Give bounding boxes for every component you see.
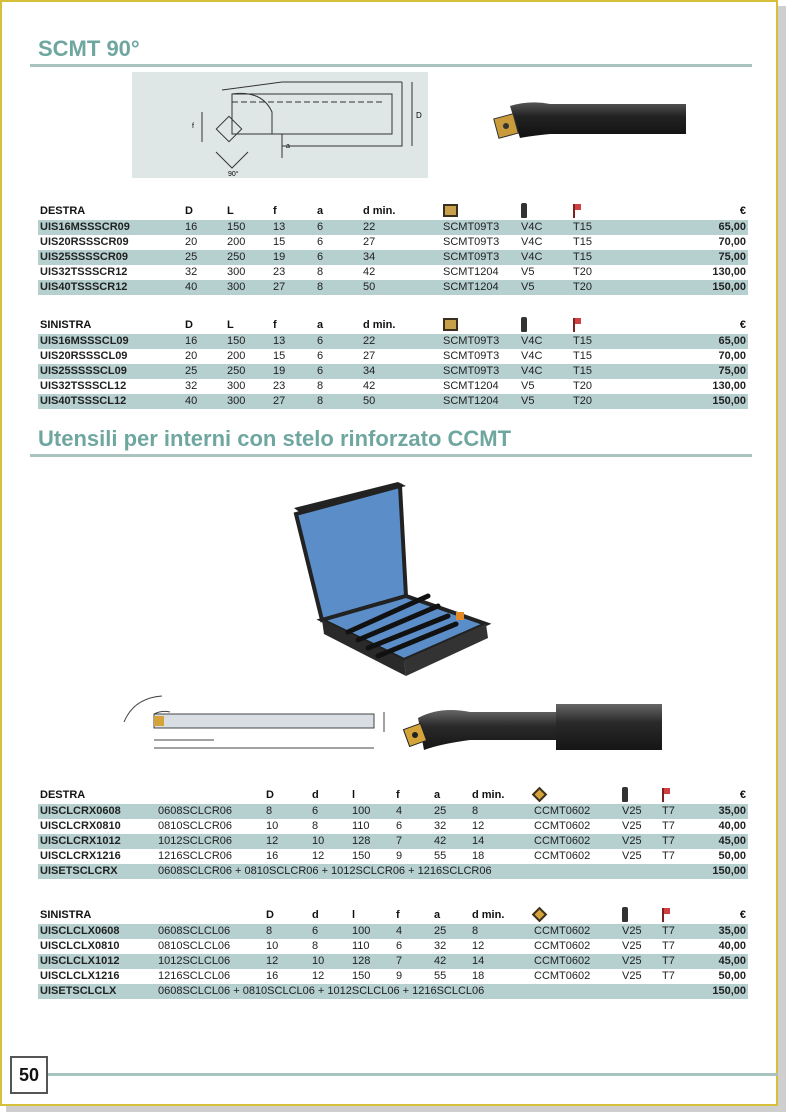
cell: 23 <box>273 380 286 392</box>
cell: 1216SCLCR06 <box>158 850 232 862</box>
cell: 12 <box>472 820 485 832</box>
header-D: D <box>266 788 274 801</box>
table-row <box>38 834 748 849</box>
price-cell: 50,00 <box>718 850 746 862</box>
diagram-angle-label: 90° <box>228 171 239 178</box>
cell: 13 <box>271 334 315 349</box>
header-L: L <box>227 318 234 331</box>
price-cell: 150,00 <box>700 864 748 879</box>
header-a: a <box>434 788 441 801</box>
cell: 6 <box>315 364 361 379</box>
table-header <box>38 316 748 334</box>
header-L: L <box>227 204 234 217</box>
cell: 19 <box>271 364 315 379</box>
cell: 25 <box>432 924 470 939</box>
header-dmin: d min. <box>363 204 396 217</box>
table-row <box>38 969 748 984</box>
price-cell: 70,00 <box>718 236 746 248</box>
cell: T15 <box>571 220 631 235</box>
set-code-cell: UISETSCLCLX <box>38 984 156 999</box>
header-d: d <box>312 788 319 801</box>
cell: T15 <box>571 250 631 265</box>
cell: V25 <box>622 970 642 982</box>
cell: 16 <box>266 970 279 982</box>
screw-icon <box>622 907 628 922</box>
cell: T15 <box>573 350 592 362</box>
price-cell: 75,00 <box>631 364 748 379</box>
code-cell: UISCLCRX1012 <box>38 834 156 849</box>
cell: 12 <box>264 954 310 969</box>
header-sinistra: SINISTRA <box>40 318 92 331</box>
cell: 8 <box>264 804 310 819</box>
cell: 100 <box>350 804 394 819</box>
price-cell: 65,00 <box>631 220 748 235</box>
table-header <box>38 202 748 220</box>
cell: T15 <box>571 364 631 379</box>
cell: 8 <box>315 394 361 409</box>
cell: T7 <box>660 834 700 849</box>
cell: 8 <box>312 940 319 952</box>
cell: SCMT09T3 <box>443 350 500 362</box>
scmt-destra-table <box>38 202 748 295</box>
cell: 12 <box>264 834 310 849</box>
scmt-sinistra-table <box>38 316 748 409</box>
cell: 0810SCLCL06 <box>158 940 231 952</box>
cell: CCMT0602 <box>534 820 591 832</box>
cell: 300 <box>225 280 271 295</box>
table-row <box>38 849 748 864</box>
cell: 22 <box>361 334 441 349</box>
key-icon <box>573 318 582 332</box>
cell: T7 <box>662 820 675 832</box>
price-cell: 150,00 <box>700 984 748 999</box>
cell: 8 <box>317 266 324 278</box>
page-number: 50 <box>10 1056 48 1094</box>
cell: 40 <box>183 280 225 295</box>
cell: 110 <box>352 940 370 952</box>
set-desc-cell: 0608SCLCR06 + 0810SCLCR06 + 1012SCLCR06 + 1216SCLCR06 <box>156 864 700 879</box>
code-cell: UISCLCRX0810 <box>40 820 121 832</box>
cell: 27 <box>363 350 376 362</box>
code-cell: UIS40TSSSCR12 <box>38 280 183 295</box>
cell: 6 <box>317 350 324 362</box>
cell: 8 <box>470 804 532 819</box>
cell: 200 <box>227 350 246 362</box>
table-row <box>38 220 748 235</box>
table-row <box>38 379 748 394</box>
cell: 32 <box>434 940 447 952</box>
insert-square-icon <box>443 204 458 217</box>
header-f: f <box>396 788 400 801</box>
header-destra: DESTRA <box>40 204 86 217</box>
cell: 40 <box>183 394 225 409</box>
diagram-f-label: f <box>192 123 194 130</box>
cell: 12 <box>472 940 485 952</box>
header-f: f <box>273 318 277 331</box>
price-cell: 70,00 <box>718 350 746 362</box>
cell: 25 <box>432 804 470 819</box>
code-cell: UISCLCLX0810 <box>40 940 120 952</box>
table-row <box>38 394 748 409</box>
cell: 7 <box>394 954 432 969</box>
table-row <box>38 235 748 250</box>
cell: SCMT09T3 <box>443 236 500 248</box>
code-cell: UIS16MSSSCR09 <box>38 220 183 235</box>
cell: V4C <box>519 250 571 265</box>
tool-case-photo <box>288 478 492 696</box>
cell: 25 <box>183 250 225 265</box>
cell: T20 <box>573 380 592 392</box>
cell: V4C <box>519 220 571 235</box>
cell: 13 <box>271 220 315 235</box>
header-f: f <box>273 204 277 217</box>
cell: 10 <box>266 820 279 832</box>
cell: SCMT1204 <box>441 280 519 295</box>
cell: 6 <box>317 236 324 248</box>
header-dmin: d min. <box>363 318 396 331</box>
code-cell: UIS20RSSSCL09 <box>40 350 128 362</box>
cell: CCMT0602 <box>534 940 591 952</box>
price-cell: 75,00 <box>631 250 748 265</box>
price-cell: 35,00 <box>700 924 748 939</box>
cell: V5 <box>521 266 535 278</box>
section1-title: SCMT 90° <box>38 36 140 61</box>
insert-diamond-icon <box>532 787 548 803</box>
section2-rule <box>30 454 752 457</box>
cell: 0608SCLCL06 <box>156 924 264 939</box>
cell: 150 <box>352 970 371 982</box>
cell: 8 <box>470 924 532 939</box>
code-cell: UISCLCLX1216 <box>40 970 120 982</box>
cell: T7 <box>662 850 675 862</box>
cell: 200 <box>227 236 246 248</box>
cell: V25 <box>622 850 642 862</box>
cell: 250 <box>225 364 271 379</box>
diagram-d-label: D <box>416 111 422 120</box>
cell: 23 <box>273 266 286 278</box>
cell: 6 <box>315 250 361 265</box>
cell: SCMT1204 <box>441 394 519 409</box>
cell: 32 <box>434 820 447 832</box>
cell: V25 <box>620 954 660 969</box>
price-cell: 45,00 <box>700 834 748 849</box>
cell: 128 <box>350 954 394 969</box>
cell: SCMT09T3 <box>441 250 519 265</box>
cell: V25 <box>620 834 660 849</box>
code-cell: UISCLCLX1012 <box>38 954 156 969</box>
cell: SCMT09T3 <box>441 364 519 379</box>
price-cell: 150,00 <box>631 280 748 295</box>
cell: 55 <box>434 970 447 982</box>
cell: 18 <box>472 850 485 862</box>
diagram-a-label: a <box>286 143 290 150</box>
cell: V5 <box>519 280 571 295</box>
ccmt-destra-table <box>38 786 748 879</box>
cell: 19 <box>271 250 315 265</box>
cell: 25 <box>183 364 225 379</box>
cell: 6 <box>310 804 350 819</box>
header-l: l <box>352 908 356 921</box>
cell: 42 <box>363 380 376 392</box>
cell: 16 <box>183 334 225 349</box>
cell: 14 <box>470 834 532 849</box>
cell: V5 <box>521 380 535 392</box>
set-code-cell: UISETSCLCRX <box>38 864 156 879</box>
cell: SCMT09T3 <box>441 334 519 349</box>
cell: 9 <box>396 970 403 982</box>
cell: 27 <box>271 280 315 295</box>
screw-icon <box>521 317 527 332</box>
cell: 10 <box>310 834 350 849</box>
cell: V25 <box>620 804 660 819</box>
cell: T15 <box>573 236 592 248</box>
cell: 12 <box>312 970 325 982</box>
header-d: d <box>312 908 319 921</box>
cell: T15 <box>571 334 631 349</box>
table-header <box>38 786 748 804</box>
code-cell: UIS32TSSSCL12 <box>40 380 127 392</box>
cell: 6 <box>396 820 403 832</box>
price-cell: 50,00 <box>718 970 746 982</box>
cell: 110 <box>352 820 370 832</box>
cell: 150 <box>352 850 371 862</box>
cell: 10 <box>266 940 279 952</box>
cell: V25 <box>622 820 642 832</box>
price-cell: 150,00 <box>631 394 748 409</box>
cell: 16 <box>266 850 279 862</box>
cell: 8 <box>312 820 319 832</box>
section1-rule <box>30 64 752 67</box>
cell: V25 <box>620 924 660 939</box>
code-cell: UISCLCRX0608 <box>38 804 156 819</box>
cell: 7 <box>394 834 432 849</box>
table-row <box>38 819 748 834</box>
table-row <box>38 954 748 969</box>
cell: T20 <box>571 394 631 409</box>
code-cell: UIS20RSSSCR09 <box>40 236 129 248</box>
header-D: D <box>185 204 193 217</box>
cell: 27 <box>363 236 376 248</box>
insert-square-icon <box>443 318 458 331</box>
cell: T20 <box>571 280 631 295</box>
code-cell: UIS32TSSSCR12 <box>40 266 128 278</box>
table-row <box>38 924 748 939</box>
set-desc-cell: 0608SCLCL06 + 0810SCLCL06 + 1012SCLCL06 + 1216SCLCL06 <box>156 984 700 999</box>
cell: SCMT1204 <box>443 266 499 278</box>
header-f: f <box>396 908 400 921</box>
cell: 18 <box>472 970 485 982</box>
cell: CCMT0602 <box>534 970 591 982</box>
header-sinistra: SINISTRA <box>40 908 92 921</box>
code-cell: UISCLCRX1216 <box>40 850 121 862</box>
code-cell: UIS16MSSSCL09 <box>38 334 183 349</box>
header-D: D <box>266 908 274 921</box>
cell: T20 <box>573 266 592 278</box>
cell: 128 <box>350 834 394 849</box>
code-cell: UIS40TSSSCL12 <box>38 394 183 409</box>
header-D: D <box>185 318 193 331</box>
header-a: a <box>317 204 324 217</box>
key-icon <box>573 204 582 218</box>
cell: V4C <box>519 364 571 379</box>
price-cell: 40,00 <box>718 820 746 832</box>
cell: 9 <box>396 850 403 862</box>
ccmt-boring-bar-photo <box>400 696 662 760</box>
cell: 300 <box>225 394 271 409</box>
cell: 32 <box>185 380 198 392</box>
price-cell: 130,00 <box>712 266 746 278</box>
cell: CCMT0602 <box>532 954 620 969</box>
header-blank <box>156 906 264 924</box>
header-dmin: d min. <box>472 908 505 921</box>
cell: 150 <box>225 220 271 235</box>
cell: 1012SCLCL06 <box>156 954 264 969</box>
cell: 42 <box>432 834 470 849</box>
table-row <box>38 265 748 280</box>
price-cell: 40,00 <box>718 940 746 952</box>
header-a: a <box>317 318 324 331</box>
cell: T7 <box>660 804 700 819</box>
cell: 1012SCLCR06 <box>156 834 264 849</box>
price-cell: 65,00 <box>631 334 748 349</box>
cell: V4C <box>519 334 571 349</box>
header-dmin: d min. <box>472 788 505 801</box>
header-a: a <box>434 908 441 921</box>
price-cell: 130,00 <box>712 380 746 392</box>
cell: CCMT0602 <box>532 834 620 849</box>
cell: 50 <box>361 280 441 295</box>
screw-icon <box>622 787 628 802</box>
header-destra: DESTRA <box>40 788 86 801</box>
footer-rule <box>48 1073 778 1076</box>
key-icon <box>662 788 671 802</box>
cell: T7 <box>662 970 675 982</box>
cell: 100 <box>350 924 394 939</box>
ccmt-technical-drawing <box>114 692 392 756</box>
cell: 42 <box>363 266 376 278</box>
cell: 50 <box>361 394 441 409</box>
cell: V25 <box>622 940 642 952</box>
cell: 22 <box>361 220 441 235</box>
cell: 15 <box>273 236 286 248</box>
cell: 6 <box>315 220 361 235</box>
cell: 0608SCLCR06 <box>156 804 264 819</box>
cell: 14 <box>470 954 532 969</box>
cell: T7 <box>662 940 675 952</box>
header-euro: € <box>739 318 746 331</box>
cell: 0810SCLCR06 <box>158 820 232 832</box>
cell: 1216SCLCL06 <box>158 970 231 982</box>
section2-title: Utensili per interni con stelo rinforzato CCMT <box>38 426 512 451</box>
cell: 6 <box>315 334 361 349</box>
header-euro: € <box>739 204 746 217</box>
cell: T7 <box>660 924 700 939</box>
table-row <box>38 250 748 265</box>
cell: 4 <box>394 804 432 819</box>
header-l: l <box>352 788 356 801</box>
cell: 150 <box>225 334 271 349</box>
table-row <box>38 939 748 954</box>
cell: CCMT0602 <box>534 850 591 862</box>
table-row <box>38 349 748 364</box>
set-row <box>38 984 748 999</box>
cell: T7 <box>660 954 700 969</box>
cell: 42 <box>432 954 470 969</box>
cell: SCMT09T3 <box>441 220 519 235</box>
cell: V5 <box>519 394 571 409</box>
cell: 300 <box>227 266 246 278</box>
cell: 27 <box>271 394 315 409</box>
table-row <box>38 364 748 379</box>
cell: 16 <box>183 220 225 235</box>
cell: 32 <box>185 266 198 278</box>
boring-bar-photo <box>490 94 686 146</box>
cell: SCMT1204 <box>443 380 499 392</box>
insert-diamond-icon <box>532 907 548 923</box>
cell: V4C <box>521 350 543 362</box>
cell: 300 <box>227 380 246 392</box>
cell: CCMT0602 <box>532 804 620 819</box>
cell: 8 <box>264 924 310 939</box>
key-icon <box>662 908 671 922</box>
cell: 8 <box>315 280 361 295</box>
table-row <box>38 334 748 349</box>
code-cell: UISCLCLX0608 <box>38 924 156 939</box>
code-cell: UIS25SSSSCL09 <box>38 364 183 379</box>
header-blank <box>156 786 264 804</box>
technical-drawing <box>132 72 428 178</box>
cell: 6 <box>310 924 350 939</box>
screw-icon <box>521 203 527 218</box>
cell: 4 <box>394 924 432 939</box>
ccmt-sinistra-table <box>38 906 748 999</box>
cell: 12 <box>312 850 325 862</box>
header-euro: € <box>739 908 746 921</box>
cell: CCMT0602 <box>532 924 620 939</box>
cell: 8 <box>317 380 324 392</box>
table-header <box>38 906 748 924</box>
cell: 15 <box>273 350 286 362</box>
cell: 34 <box>361 250 441 265</box>
cell: 10 <box>310 954 350 969</box>
cell: 55 <box>434 850 447 862</box>
code-cell: UIS25SSSSCR09 <box>38 250 183 265</box>
cell: 6 <box>396 940 403 952</box>
header-euro: € <box>739 788 746 801</box>
table-row <box>38 804 748 819</box>
price-cell: 35,00 <box>700 804 748 819</box>
set-row <box>38 864 748 879</box>
cell: 20 <box>185 350 198 362</box>
cell: 20 <box>185 236 198 248</box>
cell: 34 <box>361 364 441 379</box>
price-cell: 45,00 <box>700 954 748 969</box>
cell: V4C <box>521 236 543 248</box>
table-row <box>38 280 748 295</box>
cell: 250 <box>225 250 271 265</box>
